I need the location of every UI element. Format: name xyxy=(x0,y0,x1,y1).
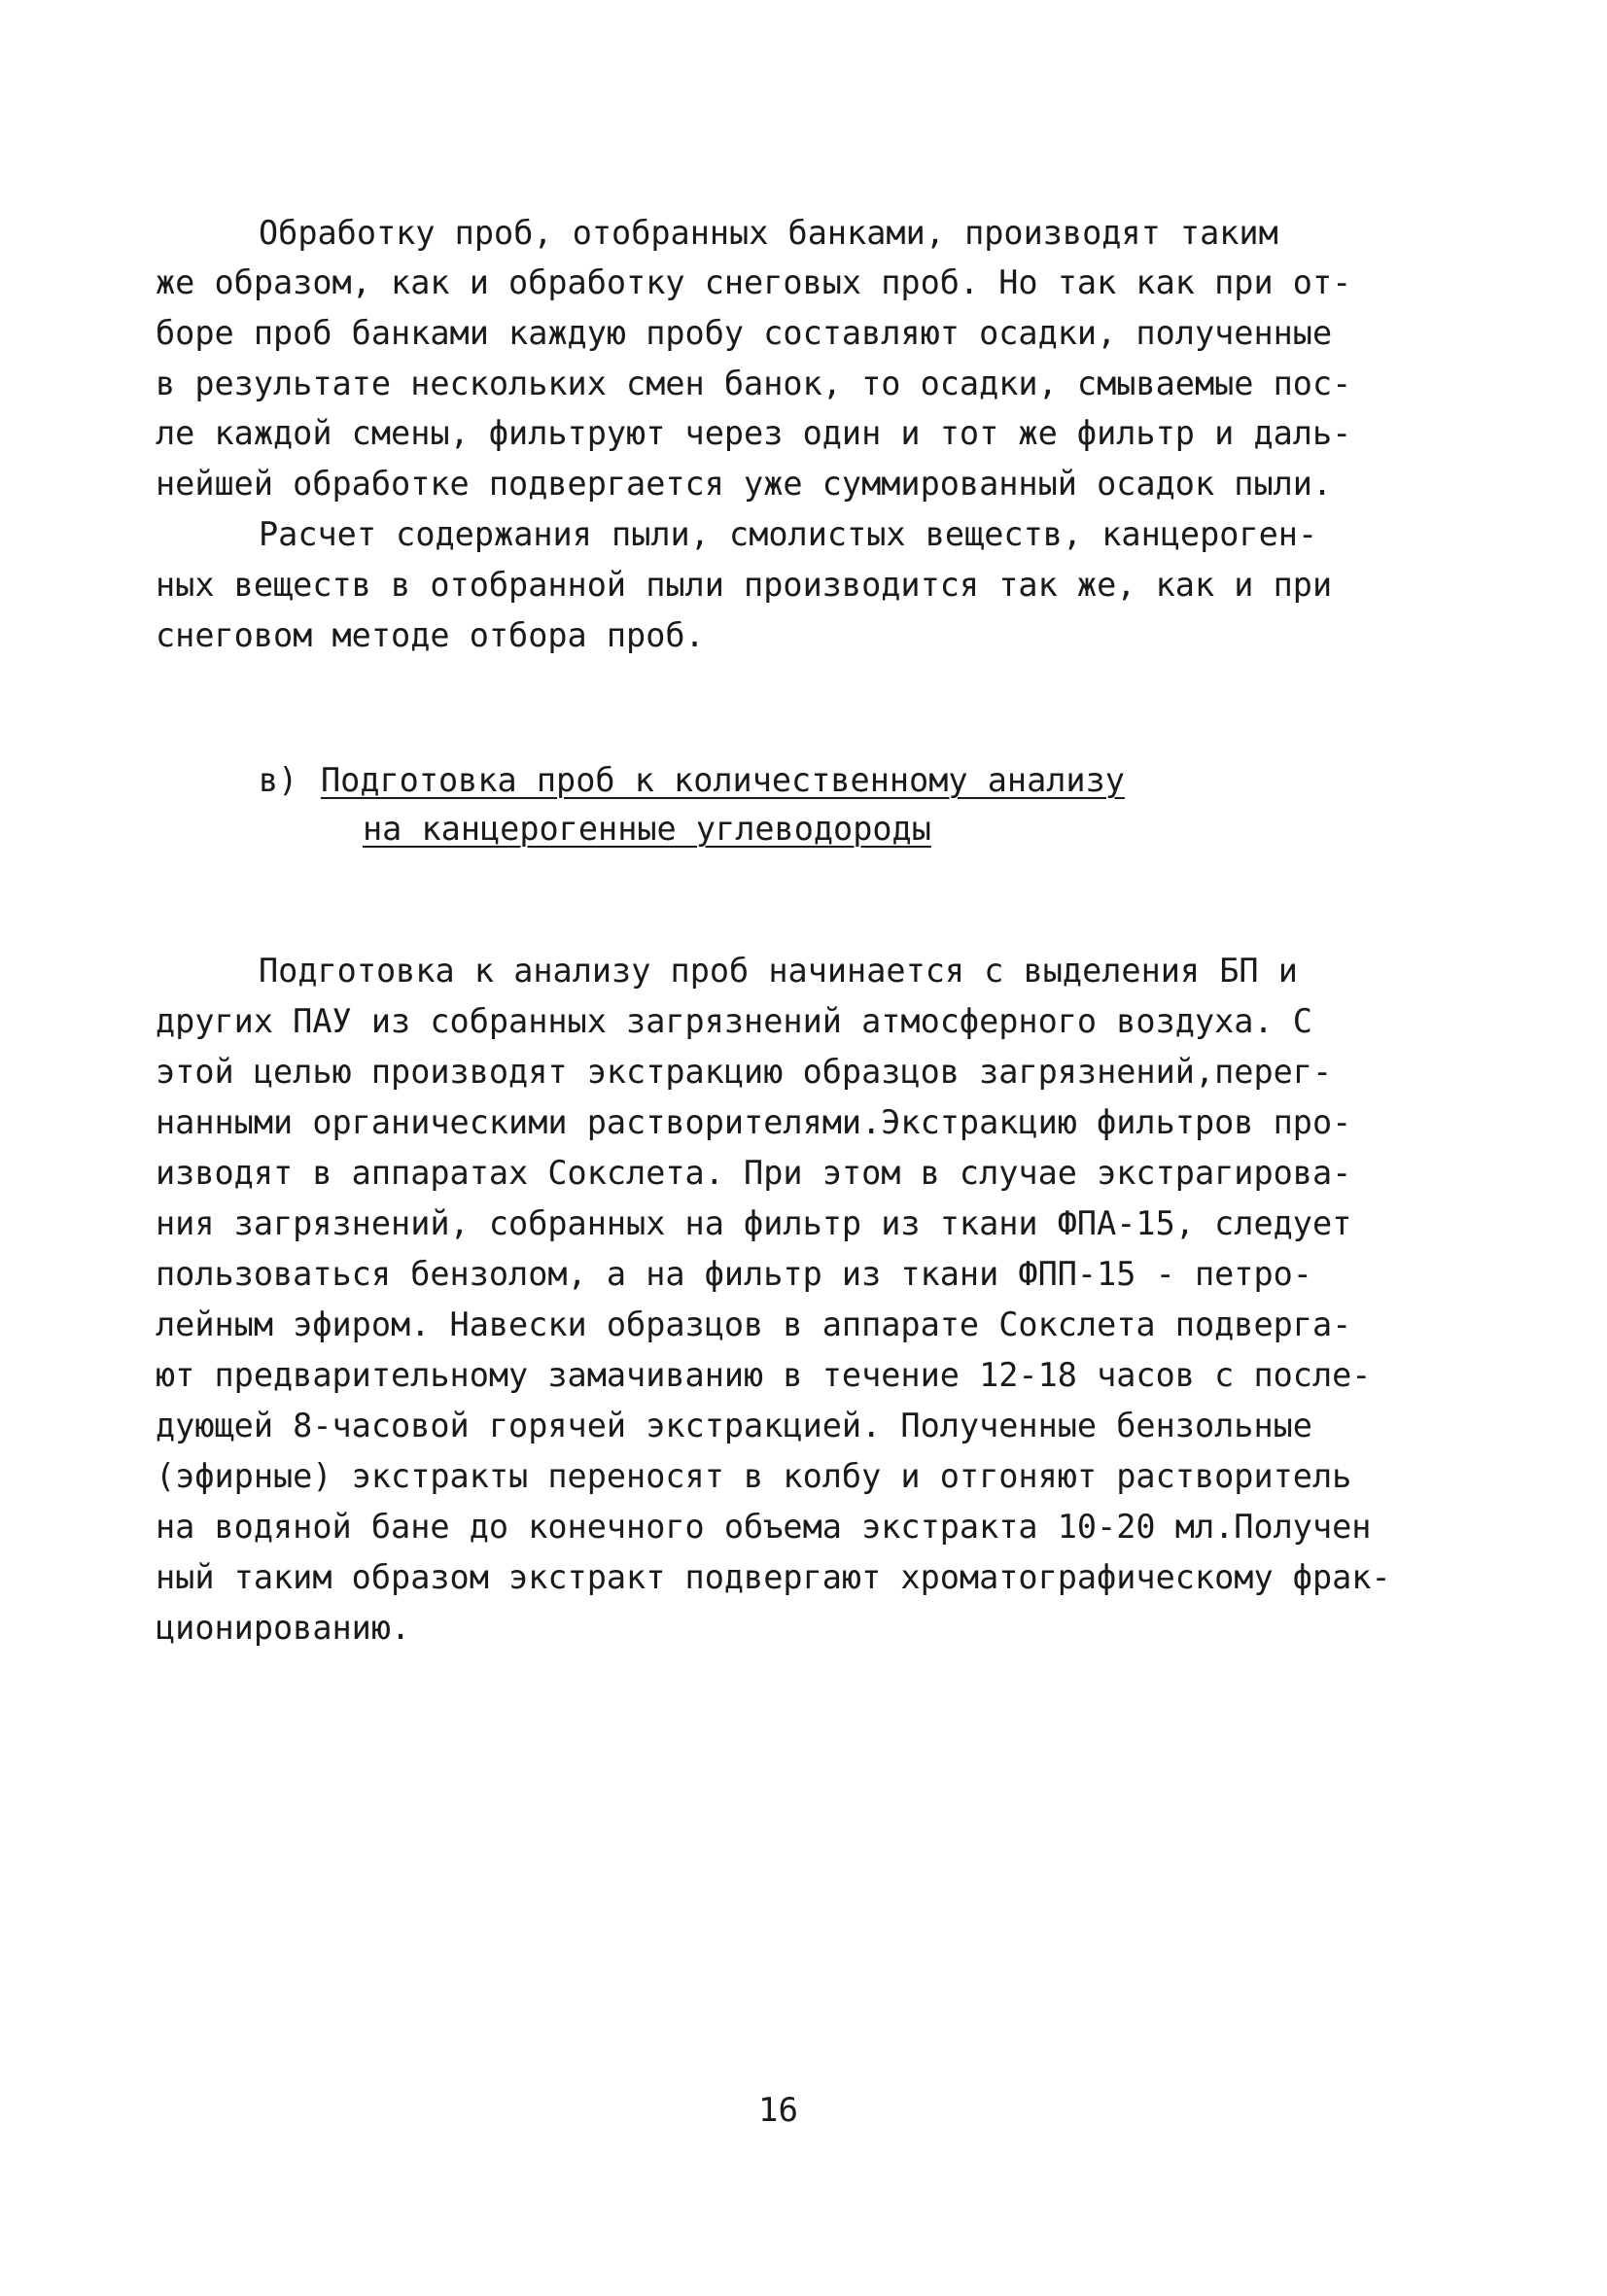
text-line: Расчет содержания пыли, смолистых веществ, канцероген- xyxy=(259,515,1318,553)
text-line: дующей 8-часовой горячей экстракцией. Полученные бензольные xyxy=(156,1407,1312,1444)
text-line: в результате нескольких смен банок, то осадки, смываемые пос- xyxy=(156,365,1352,402)
text-line: Обработку проб, отобранных банками, производят таким xyxy=(259,214,1278,252)
section-title-line-2: на канцерогенные углеводороды xyxy=(363,810,931,848)
text-line: ционированию. xyxy=(156,1609,411,1647)
page-number: 16 xyxy=(758,2091,798,2130)
text-line: ле каждой смены, фильтруют через один и тот же фильтр и даль- xyxy=(156,414,1352,452)
text-line: ния загрязнений, собранных на фильтр из ткани ФПА-15, следует xyxy=(156,1204,1352,1242)
section-title-line-1: Подготовка проб к количественному анализу xyxy=(321,761,1125,799)
text-line: нанными органическими растворителями.Экстракцию фильтров про- xyxy=(156,1103,1352,1141)
text-line: ный таким образом экстракт подвергают хроматографическому фрак- xyxy=(156,1558,1391,1596)
text-line: ных веществ в отобранной пыли производится так же, как и при xyxy=(156,566,1333,604)
text-line: изводят в аппаратах Сокслета. При этом в случае экстрагирова- xyxy=(156,1154,1352,1192)
text-line: других ПАУ из собранных загрязнений атмосферного воздуха. С xyxy=(156,1002,1312,1040)
section-marker: в) xyxy=(259,761,298,799)
text-line: лейным эфиром. Навески образцов в аппарате Сокслета подверга- xyxy=(156,1305,1352,1343)
text-line: нейшей обработке подвергается уже суммированный осадок пыли. xyxy=(156,465,1333,503)
text-line: пользоваться бензолом, а на фильтр из ткани ФПП-15 - петро- xyxy=(156,1255,1312,1293)
text-line: же образом, как и обработку снеговых проб. Но так как при от- xyxy=(156,263,1352,301)
text-line: ют предварительному замачиванию в течение 12-18 часов с после- xyxy=(156,1356,1372,1394)
text-line: боре проб банками каждую пробу составляют осадки, полученные xyxy=(156,314,1333,352)
text-line: Подготовка к анализу проб начинается с выделения БП и xyxy=(259,952,1298,990)
text-line: на водяной бане до конечного объема экстракта 10-20 мл.Получен xyxy=(156,1508,1372,1546)
text-line: (эфирные) экстракты переносят в колбу и отгоняют растворитель xyxy=(156,1457,1352,1495)
text-line: снеговом методе отбора проб. xyxy=(156,616,705,654)
text-line: этой целью производят экстракцию образцов загрязнений,перег- xyxy=(156,1053,1333,1091)
